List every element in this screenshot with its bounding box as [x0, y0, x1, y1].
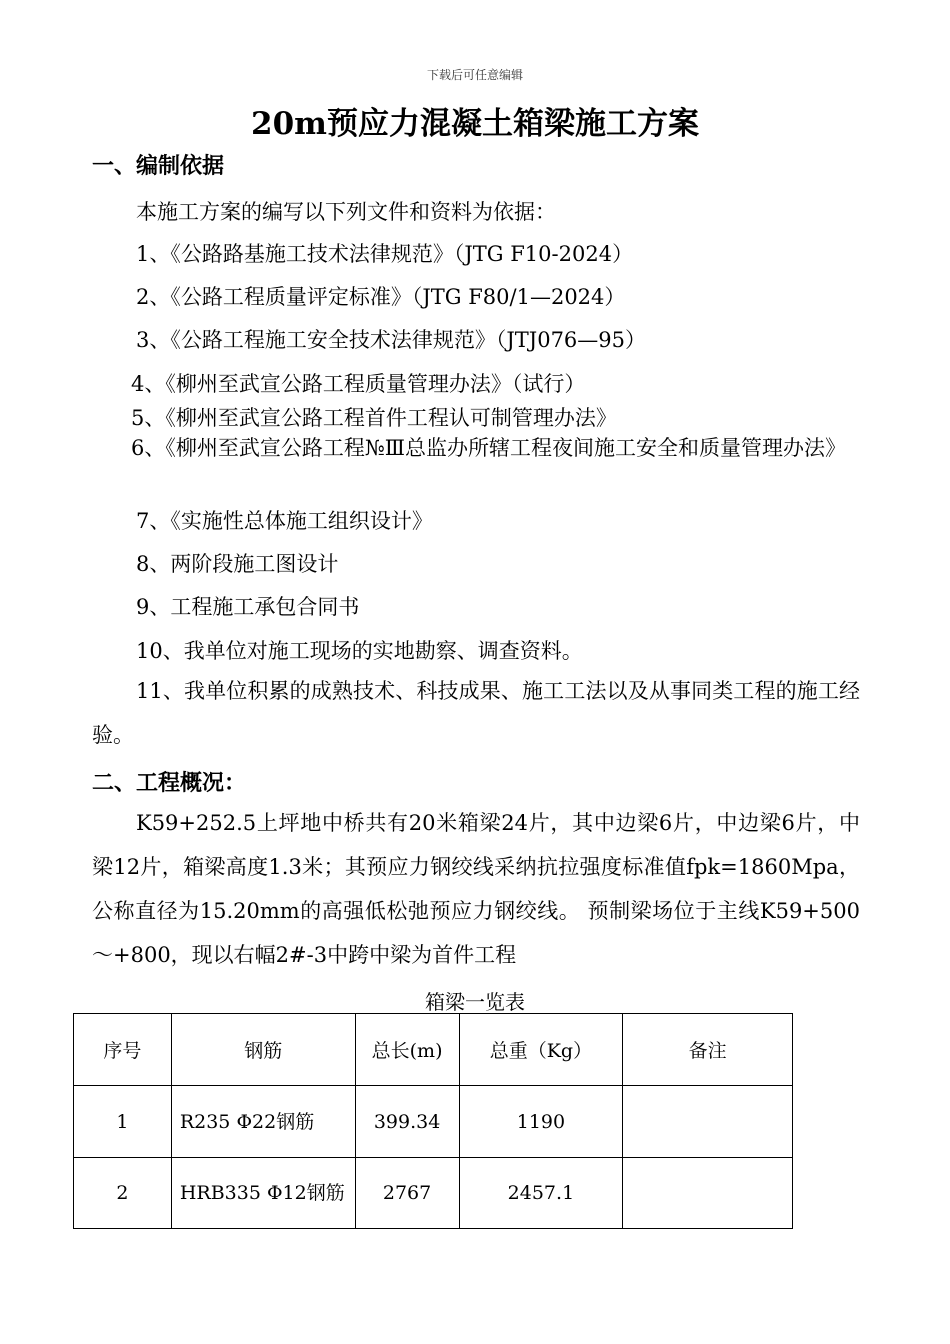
header-length: 总长(m): [355, 1014, 459, 1086]
table-row: [74, 1158, 793, 1229]
girder-table: [73, 1013, 793, 1229]
overview-paragraph: K59+252.5上坪地中桥共有20米箱梁24片，其中边梁6片，中边梁6片，中梁12片，箱梁高度1.3米；其预应力钢绞线采纳抗拉强度标准值fpk=1860Mpa，公称直径为15.20mm的高强低松弛预应力钢绞线。 预制梁场位于主线K59+500～+800，现以右幅2#-3中跨中梁为首件工程: [92, 811, 860, 967]
header-note: 下载后可任意编辑: [426, 68, 523, 82]
cell-note: [623, 1158, 793, 1229]
cell-rebar: R235 Φ22钢筋: [171, 1086, 355, 1158]
basis-item-2: 2、《公路工程质量评定标准》（JTG F80/1—2024）: [136, 285, 626, 309]
cell-weight: 1190: [459, 1086, 623, 1158]
basis-item-1: 1、《公路路基施工技术法律规范》（JTG F10-2024）: [136, 242, 634, 266]
section-heading-basis: 一、编制依据: [92, 153, 225, 179]
section-heading-overview: 二、工程概况：: [92, 770, 247, 796]
table-header-row: [74, 1014, 793, 1086]
cell-length: 2767: [355, 1158, 459, 1229]
cell-rebar: HRB335 Φ12钢筋: [171, 1158, 355, 1229]
basis-item-6: 6、《柳州至武宣公路工程№Ⅲ总监办所辖工程夜间施工安全和质量管理办法》: [131, 436, 846, 460]
cell-note: [623, 1086, 793, 1158]
basis-item-10: 10、我单位对施工现场的实地勘察、调查资料。: [136, 639, 583, 663]
cell-no: 1: [74, 1086, 172, 1158]
cell-no: 2: [74, 1158, 172, 1229]
basis-item-9: 9、工程施工承包合同书: [136, 595, 360, 619]
basis-item-5: 5、《柳州至武宣公路工程首件工程认可制管理办法》: [131, 406, 617, 430]
basis-item-11: 11、我单位积累的成熟技术、科技成果、施工工法以及从事同类工程的施工经验。: [92, 679, 860, 747]
table-row: [74, 1086, 793, 1158]
basis-item-3: 3、《公路工程施工安全技术法律规范》（JTJ076—95）: [136, 328, 647, 352]
header-note: 备注: [623, 1014, 793, 1086]
basis-item-4: 4、《柳州至武宣公路工程质量管理办法》（试行）: [131, 372, 586, 396]
basis-intro: 本施工方案的编写以下列文件和资料为依据：: [136, 200, 556, 224]
header-weight: 总重（Kg）: [459, 1014, 623, 1086]
basis-item-7: 7、《实施性总体施工组织设计》: [136, 509, 433, 533]
header-no: 序号: [74, 1014, 172, 1086]
header-rebar: 钢筋: [171, 1014, 355, 1086]
cell-weight: 2457.1: [459, 1158, 623, 1229]
basis-item-8: 8、两阶段施工图设计: [136, 552, 339, 576]
document-title: 20m预应力混凝土箱梁施工方案: [251, 106, 699, 142]
table-caption: 箱梁一览表: [425, 990, 525, 1014]
cell-length: 399.34: [355, 1086, 459, 1158]
